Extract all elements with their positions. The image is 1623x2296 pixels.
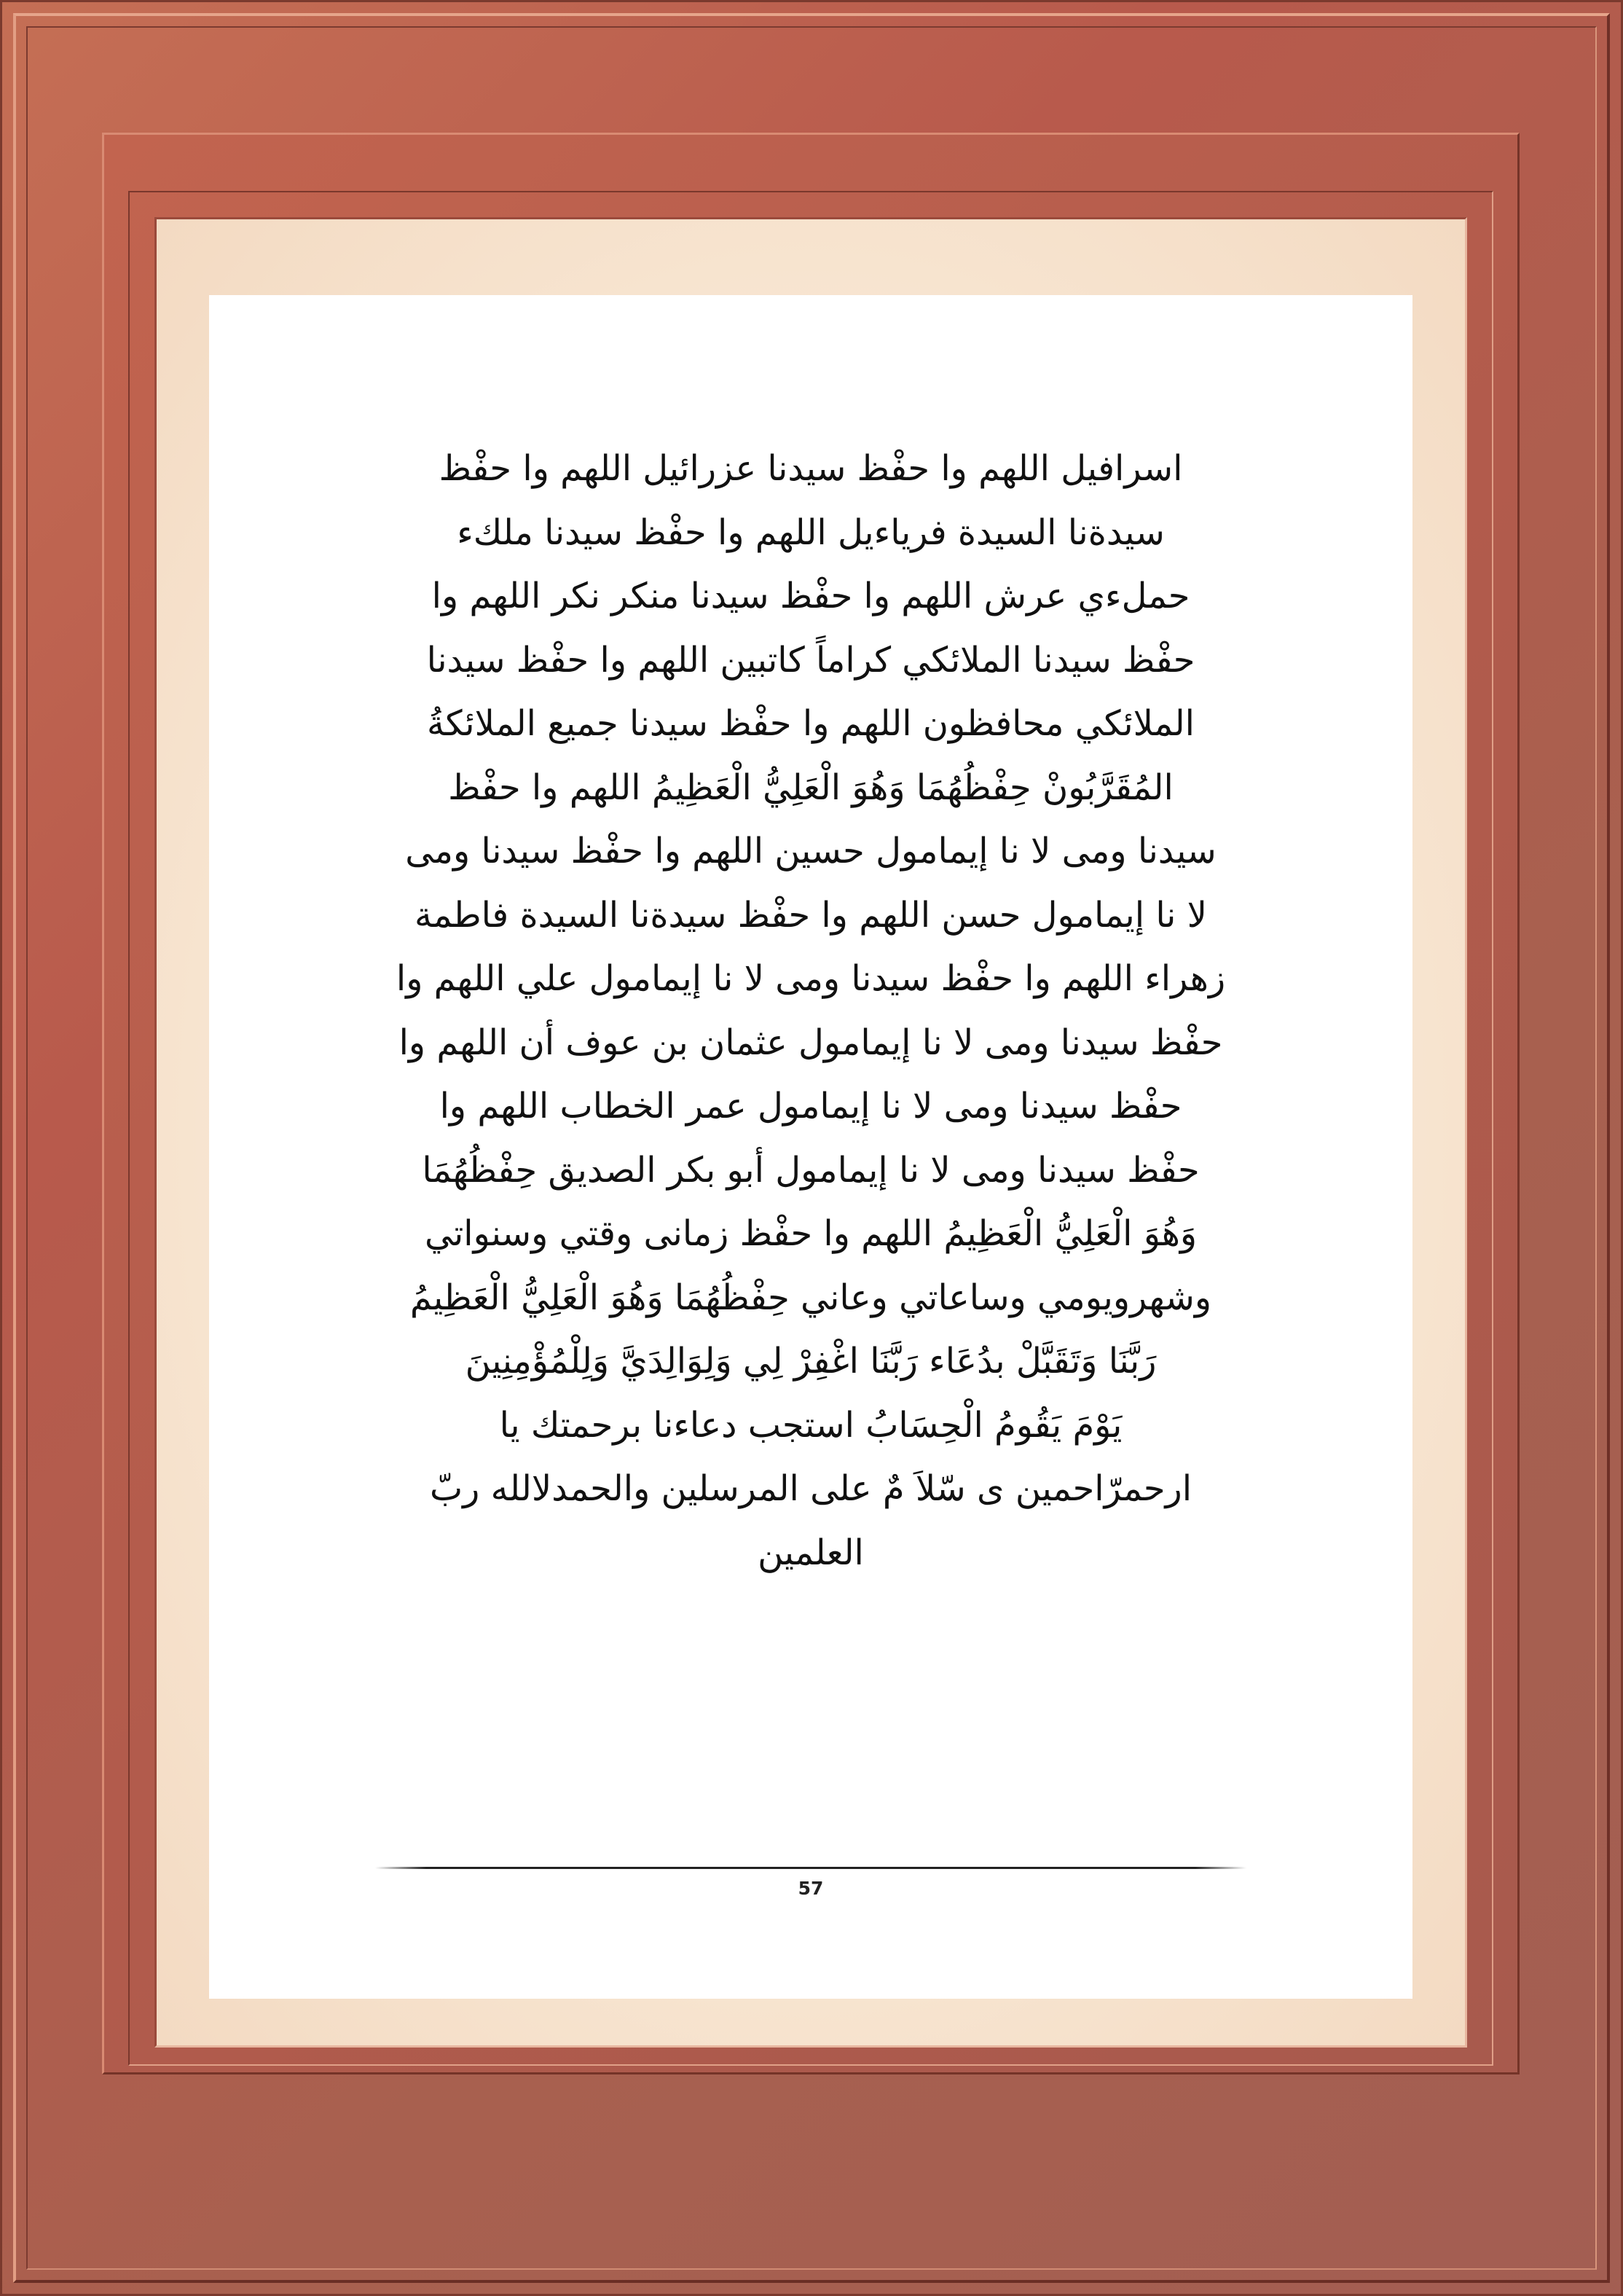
footer-rule xyxy=(375,1867,1246,1869)
page-number: 57 xyxy=(798,1878,824,1899)
arabic-body-text: اسرافيل اللهم وا حفْظ سيدنا عزرائيل اللهم وا حفْظ سيدةنا السيدة فرياءيل اللهم وا حفْظ سيدنا ملكء حملءي عرش اللهم وا حفْظ سيدنا منكر نكر اللهم وا حفْظ سيدنا الملائكي كراماً كاتبين اللهم وا حفْظ سيدنا الملائكي محافظون اللهم وا حفْظ سيدنا جميع الملائكةُ المُقَرَّبُونْ حِفْظُهُمَا وَهُوَ الْعَلِيُّ الْعَظِيمُ اللهم وا حفْظ سيدنا ومى لا نا إيمامول حسين اللهم وا حفْظ سيدنا ومى لا نا إيمامول حسن اللهم وا حفْظ سيدةنا السيدة فاطمة زهراء اللهم وا حفْظ سيدنا ومى لا نا إيمامول علي اللهم وا حفْظ سيدنا ومى لا نا إيمامول عثمان بن عوف أن اللهم وا حفْظ سيدنا ومى لا نا إيمامول عمر الخطاب اللهم وا حفْظ سيدنا ومى لا نا إيمامول أبو بكر الصديق حِفْظُهُمَا وَهُوَ الْعَلِيُّ الْعَظِيمُ اللهم وا حفْظ زمانى وقتي وسنواتي وشهرويومي وساعاتي وعاني حِفْظُهُمَا وَهُوَ الْعَلِيُّ الْعَظِيمُ رَبَّنَا وَتَقَبَّلْ بدُعَاء رَبَّنَا اغْفِرْ لِي وَلِوَالِدَيَّ وَلِلْمُؤْمِنِينَ يَوْمَ يَقُومُ الْحِسَابُ استجب دعاءنا برحمتك يا ارحمرّاحمين ى سّلاَ مٌ على المرسلين والحمدلالله ربّ العلمين xyxy=(396,448,1226,1573)
footer-rule-fade-left xyxy=(375,1866,426,1870)
footer-rule-fade-right xyxy=(1195,1866,1246,1870)
document-page xyxy=(209,295,1412,1999)
